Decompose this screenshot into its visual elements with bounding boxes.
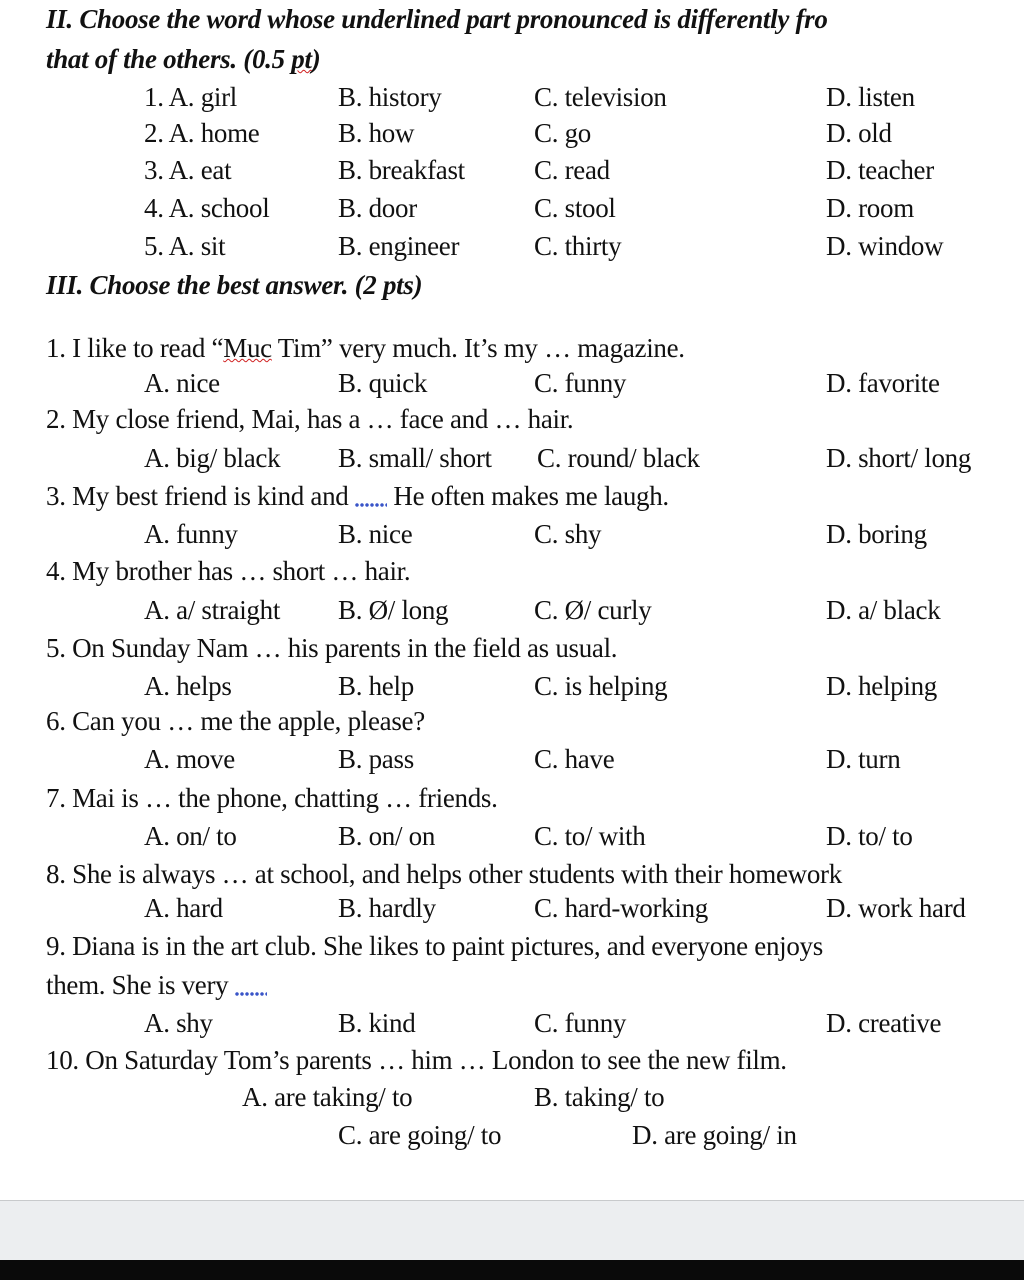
section-2-heading-line2 bbox=[46, 44, 320, 75]
q10-option-d: D. are going/ in bbox=[632, 1120, 797, 1150]
s2-row3-a: 3. A. eat bbox=[144, 155, 232, 185]
q5-option-c: C. is helping bbox=[534, 671, 668, 701]
q1-option-b: B. quick bbox=[338, 368, 428, 398]
blank-dotted-mark bbox=[235, 988, 267, 996]
q4-option-b: B. Ø/ long bbox=[338, 595, 449, 625]
q9-option-d: D. creative bbox=[826, 1008, 942, 1038]
s2-row5-d: D. window bbox=[826, 231, 944, 261]
q10-option-b: B. taking/ to bbox=[534, 1082, 665, 1112]
q2-option-b: B. small/ short bbox=[338, 443, 492, 473]
s2-row1-d: D. listen bbox=[826, 82, 915, 112]
q7-option-b: B. on/ on bbox=[338, 821, 436, 851]
question-5: 5. On Sunday Nam … his parents in the field as usual. bbox=[46, 633, 618, 663]
heading-text-end: ) bbox=[311, 44, 321, 74]
q4-option-d: D. a/ black bbox=[826, 595, 941, 625]
s2-row3-b: B. breakfast bbox=[338, 155, 465, 185]
q1-muc-word: Muc bbox=[223, 333, 272, 363]
section-3-heading: III. Choose the best answer. (2 pts) bbox=[46, 270, 423, 300]
s2-row2-a: 2. A. home bbox=[144, 118, 260, 148]
q3-option-c: C. shy bbox=[534, 519, 602, 549]
q8-option-b: B. hardly bbox=[338, 893, 436, 923]
s2-row3-c: C. read bbox=[534, 155, 610, 185]
q5-option-a: A. helps bbox=[144, 671, 232, 701]
question-4: 4. My brother has … short … hair. bbox=[46, 556, 411, 586]
q3-text-start: 3. My best friend is kind and bbox=[46, 481, 355, 511]
q5-option-b: B. help bbox=[338, 671, 414, 701]
s2-row2-c: C. go bbox=[534, 118, 592, 148]
q9-option-b: B. kind bbox=[338, 1008, 416, 1038]
q1-option-a: A. nice bbox=[144, 368, 220, 398]
q1-option-c: C. funny bbox=[534, 368, 627, 398]
question-9-line1: 9. Diana is in the art club. She likes to paint pictures, and everyone enjoys bbox=[46, 931, 823, 961]
heading-text: that of the others. (0.5 bbox=[46, 44, 292, 74]
s2-row4-d: D. room bbox=[826, 193, 914, 223]
q6-option-a: A. move bbox=[144, 744, 235, 774]
section-2-heading-line1: II. Choose the word whose underlined part pronounced is differently fro bbox=[46, 4, 828, 34]
q1-text-start: 1. I like to read “ bbox=[46, 333, 224, 363]
s2-row1-c: C. television bbox=[534, 82, 667, 112]
q6-option-c: C. have bbox=[534, 744, 615, 774]
q7-option-d: D. to/ to bbox=[826, 821, 913, 851]
question-1 bbox=[46, 333, 685, 364]
screen-bottom-edge bbox=[0, 1260, 1024, 1280]
q2-option-c: C. round/ black bbox=[537, 443, 700, 473]
s2-row2-d: D. old bbox=[826, 118, 892, 148]
s2-row5-b: B. engineer bbox=[338, 231, 460, 261]
s2-row4-b: B. door bbox=[338, 193, 417, 223]
q1-text-end: Tim” very much. It’s my … magazine. bbox=[271, 333, 685, 363]
q3-text-end: He often makes me laugh. bbox=[386, 481, 669, 511]
q6-option-b: B. pass bbox=[338, 744, 414, 774]
s2-row5-a: 5. A. sit bbox=[144, 231, 226, 261]
q9-text: them. She is very bbox=[46, 970, 235, 1000]
blank-dotted-mark bbox=[355, 499, 387, 507]
question-2: 2. My close friend, Mai, has a … face and … hair. bbox=[46, 404, 574, 434]
question-7: 7. Mai is … the phone, chatting … friends. bbox=[46, 783, 498, 813]
q10-option-a: A. are taking/ to bbox=[242, 1082, 413, 1112]
q4-option-a: A. a/ straight bbox=[144, 595, 281, 625]
s2-row3-d: D. teacher bbox=[826, 155, 934, 185]
question-6: 6. Can you … me the apple, please? bbox=[46, 706, 425, 736]
q4-option-c: C. Ø/ curly bbox=[534, 595, 652, 625]
s2-row5-c: C. thirty bbox=[534, 231, 622, 261]
q9-option-c: C. funny bbox=[534, 1008, 627, 1038]
q3-option-b: B. nice bbox=[338, 519, 413, 549]
question-10: 10. On Saturday Tom’s parents … him … London to see the new film. bbox=[46, 1045, 787, 1075]
question-8: 8. She is always … at school, and helps other students with their homework bbox=[46, 859, 842, 889]
q2-option-a: A. big/ black bbox=[144, 443, 281, 473]
question-9-line2 bbox=[46, 970, 267, 1001]
question-3 bbox=[46, 481, 669, 512]
q5-option-d: D. helping bbox=[826, 671, 937, 701]
s2-row1-b: B. history bbox=[338, 82, 442, 112]
q6-option-d: D. turn bbox=[826, 744, 901, 774]
heading-pt-word: pt bbox=[291, 44, 312, 74]
q3-option-a: A. funny bbox=[144, 519, 238, 549]
s2-row4-c: C. stool bbox=[534, 193, 616, 223]
q7-option-a: A. on/ to bbox=[144, 821, 237, 851]
s2-row4-a: 4. A. school bbox=[144, 193, 270, 223]
q8-option-d: D. work hard bbox=[826, 893, 966, 923]
s2-row1-a: 1. A. girl bbox=[144, 82, 238, 112]
q7-option-c: C. to/ with bbox=[534, 821, 646, 851]
q8-option-a: A. hard bbox=[144, 893, 223, 923]
q1-option-d: D. favorite bbox=[826, 368, 940, 398]
q3-option-d: D. boring bbox=[826, 519, 927, 549]
q2-option-d: D. short/ long bbox=[826, 443, 972, 473]
q9-option-a: A. shy bbox=[144, 1008, 213, 1038]
s2-row2-b: B. how bbox=[338, 118, 415, 148]
q10-option-c: C. are going/ to bbox=[338, 1120, 502, 1150]
q8-option-c: C. hard-working bbox=[534, 893, 708, 923]
viewer-bottom-bar bbox=[0, 1200, 1024, 1261]
